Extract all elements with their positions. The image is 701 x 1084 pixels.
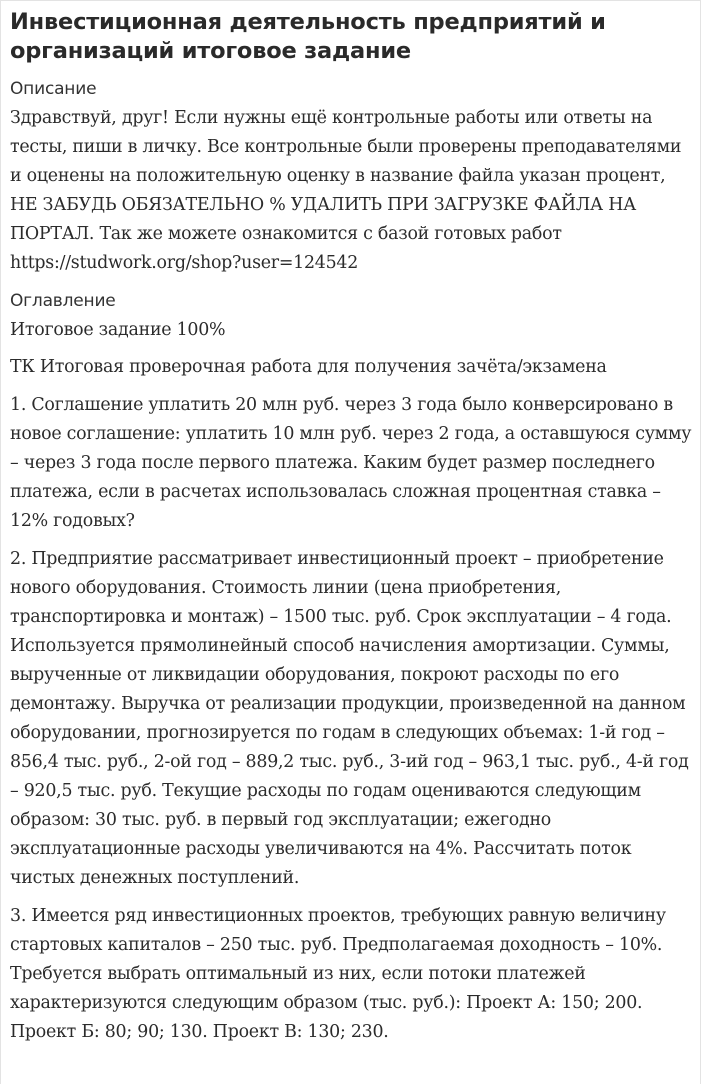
toc-item: Итоговое задание 100%: [10, 320, 226, 340]
page-title: Инвестиционная деятельность предприятий и организаций итоговое задание: [10, 9, 606, 64]
task-1: 1. Соглашение уплатить 20 млн руб. через 3 года было конверсировано в новое соглашение: уплатить 10 млн руб. через 2 года, а оставшуюся сумму – через 3 года после первого платежа. Каким будет размер последнего платежа, если в расчетах использовалась сложная процентная ставка – 12% годовых?: [10, 395, 692, 531]
description-label: Описание: [10, 79, 97, 99]
description-body: Здравствуй, друг! Если нужны ещё контрольные работы или ответы на тесты, пиши в личку. Все контрольные были проверены преподавателями и оценены на положительную оценку в название файла указан процент, НЕ ЗАБУДЬ ОБЯЗАТЕЛЬНО % УДАЛИТЬ ПРИ ЗАГРУЗКЕ ФАЙЛА НА ПОРТАЛ. Так же можете ознакомится с базой готовых работ: [10, 108, 682, 244]
toc-label: Оглавление: [10, 291, 116, 311]
task-2: 2. Предприятие рассматривает инвестиционный проект – приобретение нового оборудования. Стоимость линии (цена приобретения, транспортировка и монтаж) – 1500 тыс. руб. Срок эксплуатации – 4 года. Используется прямолинейный способ начисления амортизации. Суммы, вырученные от ликвидации оборудования, покроют расходы по его демонтажу. Выручка от реализации продукции, произведенной на данном оборудовании, прогнозируется по годам в следующих объемах: 1-й год – 856,4 тыс. руб., 2-ой год – 889,2 тыс. руб., 3-ий год – 963,1 тыс. руб., 4-й год – 920,5 тыс. руб. Текущие расходы по годам оцениваются следующим образом: 30 тыс. руб. в первый год эксплуатации; ежегодно эксплуатационные расходы увеличиваются на 4%. Рассчитать поток чистых денежных поступлений.: [10, 549, 689, 888]
shop-link[interactable]: https://studwork.org/shop?user=124542: [10, 253, 359, 273]
subject-line: ТК Итоговая проверочная работа для получения зачёта/экзамена: [10, 357, 607, 377]
description-text: [10, 104, 692, 278]
document-content: [1, 1, 700, 1047]
task-3: 3. Имеется ряд инвестиционных проектов, требующих равную величину стартовых капиталов – 250 тыс. руб. Предполагаемая доходность – 10%. Требуется выбрать оптимальный из них, если потоки платежей характеризуются следующим образом (тыс. руб.): Проект А: 150; 200. Проект Б: 80; 90; 130. Проект В: 130; 230.: [10, 906, 666, 1042]
